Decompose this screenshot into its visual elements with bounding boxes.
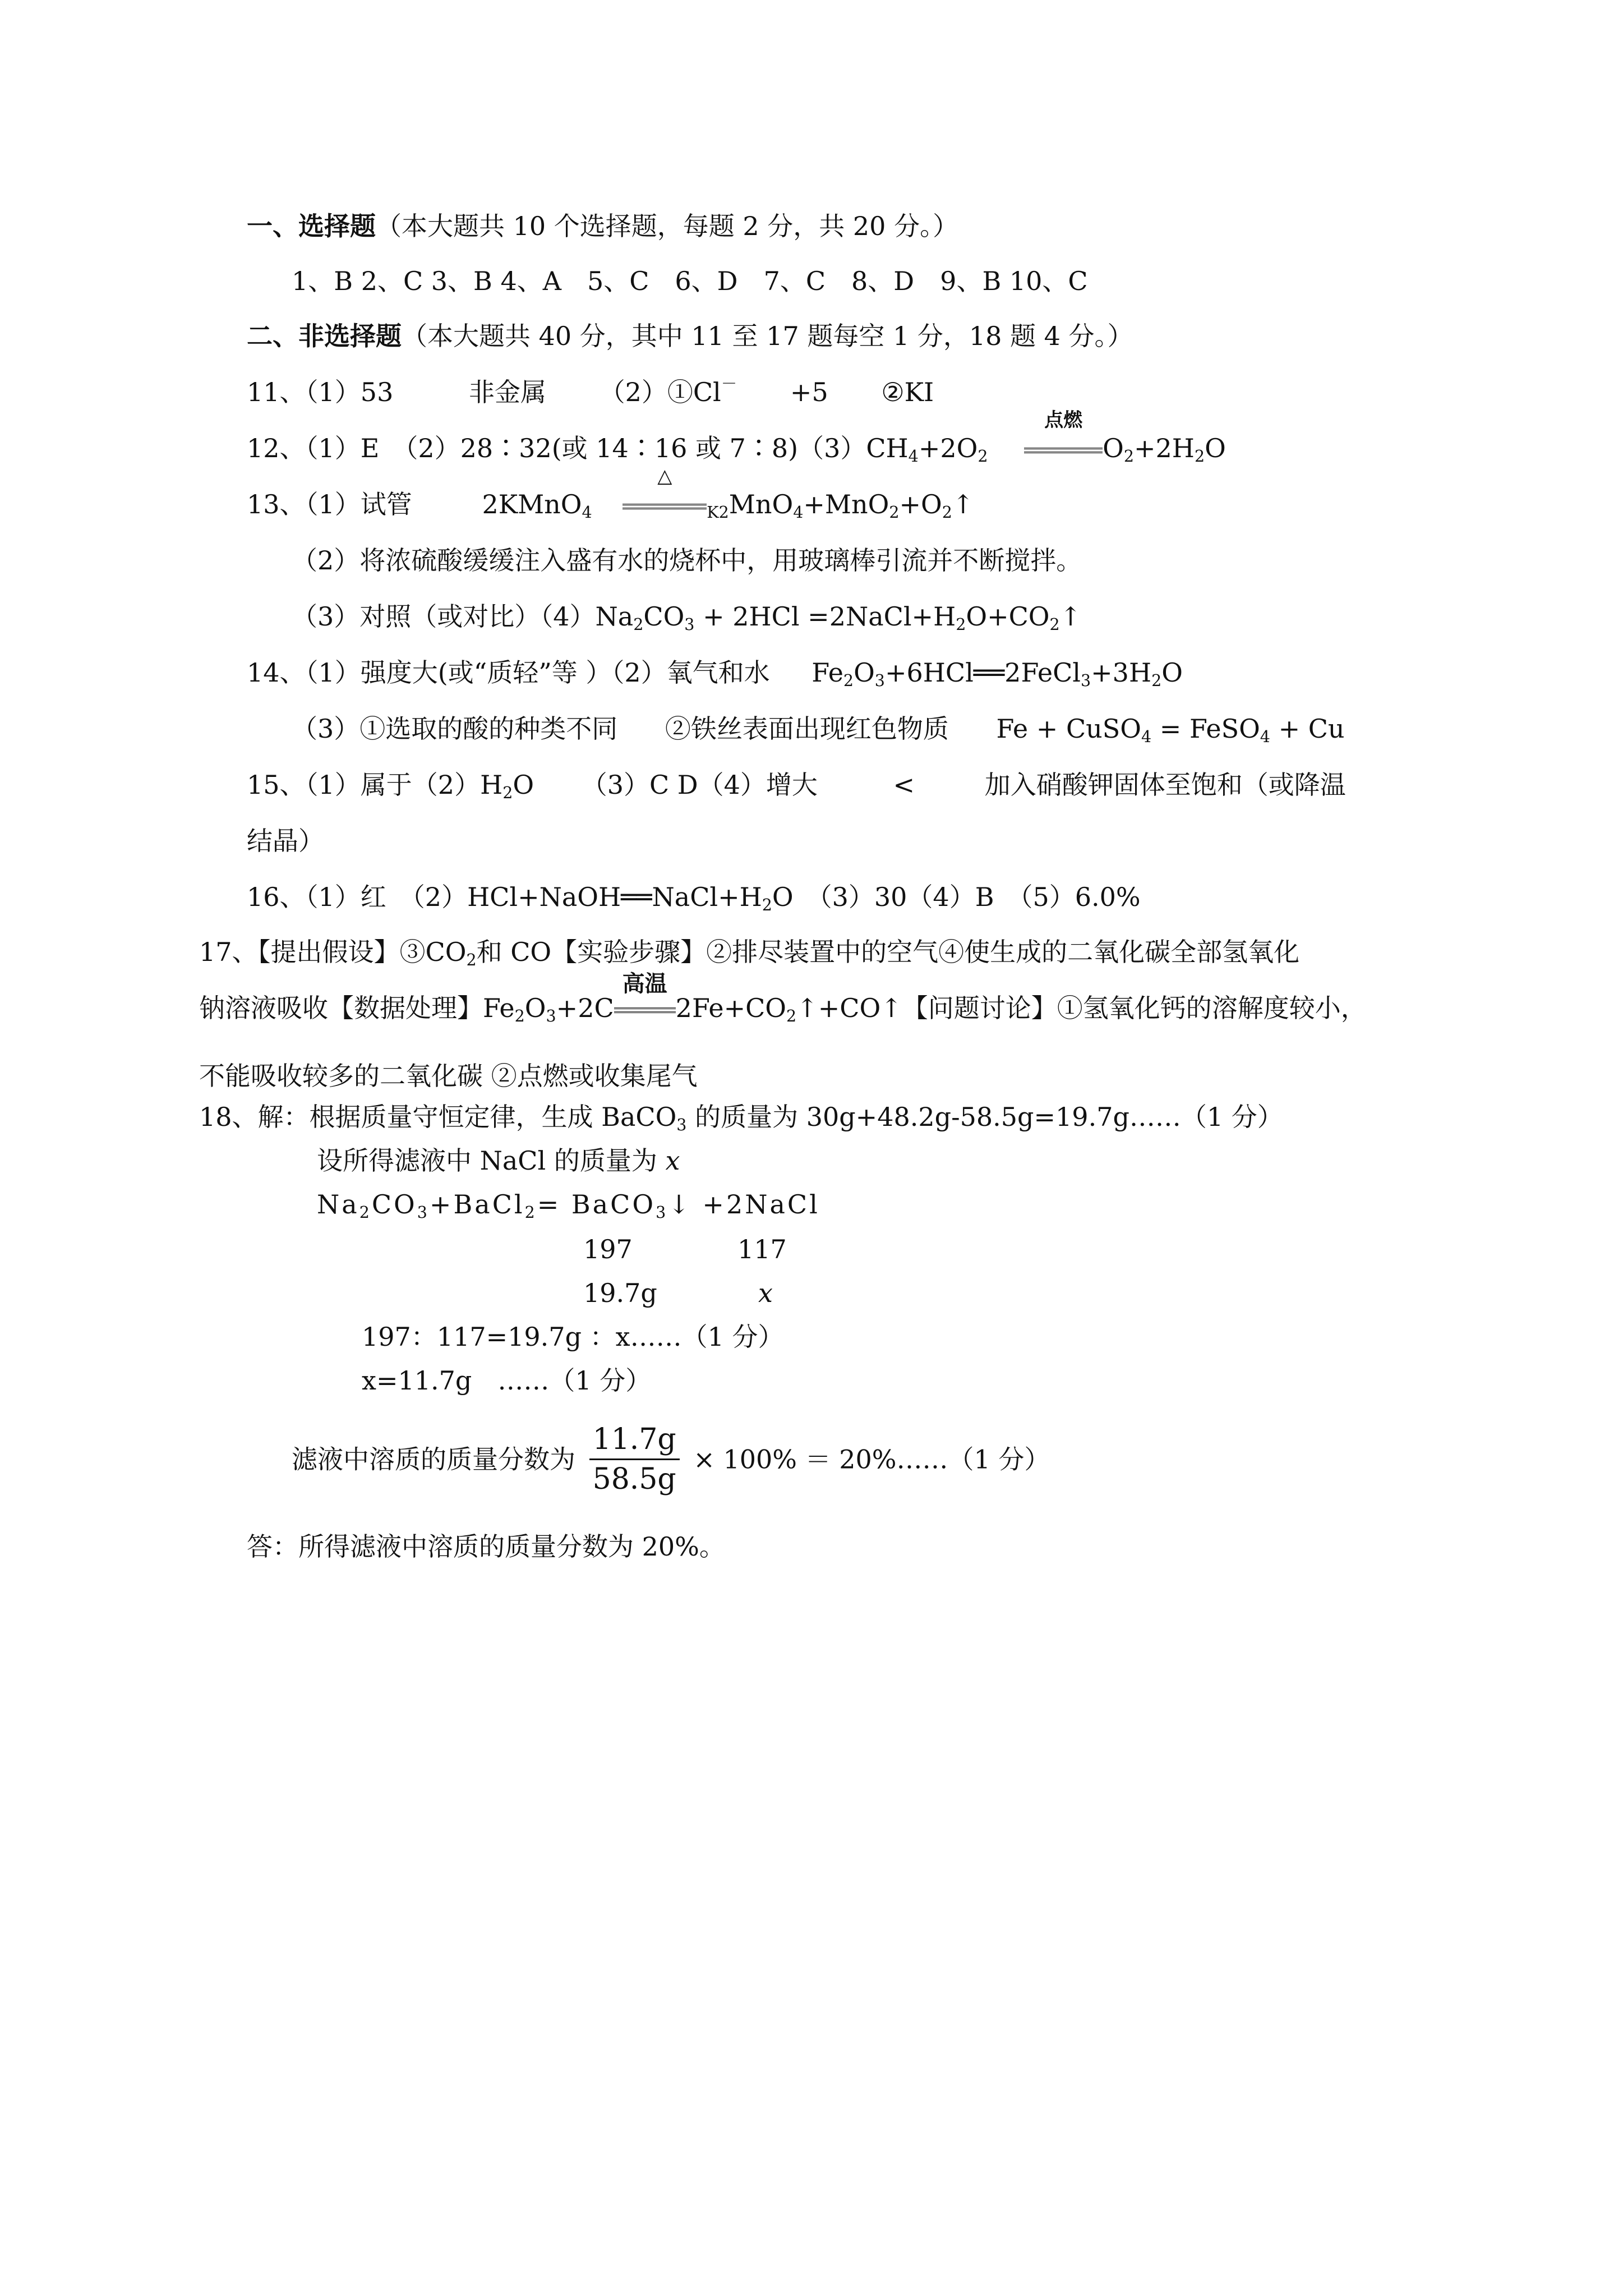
q16-part-b: O （3）30（4）B （5）6.0% [772,882,1141,912]
q12-part-b: +2O [918,433,978,463]
q18-mass-19-7g: 19.7g [583,1278,657,1308]
q14-l2-part-d: = FeSO [1151,714,1260,744]
q13-l3-part-b: CO [643,601,685,632]
q13-l3-part-d: O+CO [966,601,1050,632]
q15-part-a: 15、（1）属于（2）H [247,770,503,800]
q18-eq-part-c: +BaCl [429,1189,525,1220]
q11-line: 11、（1）53 非金属 （2）①Cl－ +5 ②KI [247,374,934,407]
q13-condition-label: △ [657,465,672,487]
q12-condition-label: 点燃 [1044,409,1083,431]
q13-l3-part-a: （3）对照（或对比）（4）Na [292,601,634,632]
q18-answer: 答：所得滤液中溶质的质量分数为 20%。 [247,1531,725,1562]
section1-heading [247,213,958,239]
q11-part-c: （2）①Cl [599,377,721,407]
q11-part-e: ②KI [881,377,934,407]
q15-part-b: O [513,770,534,800]
section1-title: 一、选择题 [247,211,376,241]
q18-l1-part-a: 18、解：根据质量守恒定律，生成 BaCO [199,1102,677,1132]
q18-molar-197: 197 [583,1234,633,1264]
q18-result-x: x=11.7g ……（1 分） [362,1365,652,1396]
q18-line1: 18、解：根据质量守恒定律，生成 BaCO$_3$ 的质量为 30g+48.2g-58.5g=19.7g……（1 分） [199,1102,1283,1134]
q14-part-e: +3H [1091,657,1152,688]
q17-condition-label: 高温 [622,971,667,997]
q13-part-c: K [707,503,719,522]
q16-line: 16、（1）红 $(2)HCl+NaOH══NaCl+H_2O$ （3）30（4）B （5）6.0% [247,882,1141,914]
q18-fraction-result: × 100% ＝ 20%……（1 分） [693,1444,1050,1475]
q17-l2-part-a: 钠溶液吸收【数据处理】Fe [199,993,515,1023]
q17-condition [614,971,676,1021]
q18-molar-117: 117 [737,1234,787,1264]
q12-condition [1024,409,1103,461]
q13-part-d: MnO [728,489,794,519]
q13-l3-part-e: ↑ [1059,601,1082,632]
section1-note: （本大题共 10 个选择题，每题 2 分，共 20 分。） [376,211,959,241]
q15-part-e: 加入硝酸钾固体至饱和（或降温 [984,770,1346,800]
q15-part-d: < [893,770,915,800]
section1-answers: 1、B 2、C 3、B 4、A 5、C 6、D 7、C 8、D 9、B 10、C [292,266,1088,296]
q14-part-f: O [1161,657,1183,688]
q12-part-d: +2H [1134,433,1195,463]
q17-line3: 不能吸收较多的二氧化碳 ②点燃或收集尾气 [199,1061,698,1091]
q18-eq-part-b: CO [371,1189,417,1220]
q18-proportion: 197：117=19.7g ：x……（1 分） [362,1322,784,1352]
q13-line2: （2）将浓硫酸缓缓注入盛有水的烧杯中，用玻璃棒引流并不断搅拌。 [292,545,1082,576]
section2-title: 二、非选择题 [247,321,402,351]
q13-arrow: ↑ [952,489,974,519]
q14-part-c: O [854,657,875,688]
q17-line1: 17、【提出假设】$③CO_2$和 CO【实验步骤】②排尽装置中的空气④使生成的二氧化碳全部氢氧化 [199,937,1300,969]
q12-part-e: O [1205,433,1226,463]
q18-mass-x: x [758,1278,773,1308]
q11-part-a: 11、（1）53 [247,377,394,407]
q17-l2-part-d: 2Fe+CO [675,993,787,1023]
q14-line2: （3）①选取的酸的种类不同 ②铁丝表面出现红色物质 Fe + CuSO$_4$ = FeSO$_4$ + Cu [292,714,1345,746]
q18-eq-part-a: Na [317,1189,359,1220]
q18-eq-part-d: = BaCO [537,1189,656,1220]
q14-l2-part-a: （3）①选取的酸的种类不同 [292,714,618,744]
q17-l1-part-a: 17、【提出假设】③CO [199,937,467,967]
section2-heading [247,323,1133,349]
q13-line3: （3）对照（或对比）$(4)Na_2CO_3 + 2HCl$ $=2NaCl+H_2O+CO_2↑$ [292,601,1082,634]
q14-part-b: Fe [811,657,843,688]
q13-l3-part-c: + 2HCl =2NaCl+H [694,601,956,632]
q14-part-a: 14、（1）强度大(或“质轻”等 ）（2）氧气和水 [247,657,770,688]
q18-l1-part-b: 的质量为 30g+48.2g-58.5g=19.7g……（1 分） [686,1102,1283,1132]
q17-l2-part-c: +2C [556,993,614,1023]
q13-part-f: +O [899,489,942,519]
q17-line2: 钠溶液吸收【数据处理】$Fe_2O_3+2C$ 高温 $2Fe+CO_2↑+CO↑$【问题讨论】①氢氧化钙的溶解度较小， [199,971,1367,1025]
q18-line2 [317,1145,680,1176]
q13-part-e: +MnO [803,489,889,519]
q13-condition [623,465,707,517]
q18-denominator: 58.5g [592,1462,676,1496]
q18-equation: $Na_2CO_3+BaCl_2=$ BaCO$_3$↓ +2NaCl [317,1189,820,1222]
q13-part-a: 13、（1）试管 [247,489,412,519]
q17-l2-part-b: O [524,993,546,1023]
q14-l2-part-c: Fe + CuSO [996,714,1141,744]
q14-line1: 14、（1）强度大(或“质轻”等 ）（2）氧气和水 $Fe_2O_3+6HCl══2FeCl_3+3H_2O$ [247,657,1183,690]
q12-line: 12、（1）E （2）28∶32(或 14∶16 或 $7∶8)(3)CH_4+2O_2$ 点燃 $O_2+2H_2O$ [247,409,1226,466]
q17-l2-part-e: ↑+CO↑【问题讨论】①氢氧化钙的溶解度较小， [796,993,1367,1023]
q18-fraction-label: 滤液中溶质的质量分数为 [292,1444,575,1475]
q13-line1: 13、（1）试管 2KMnO$_4$ △ $_{K2}MnO_4+MnO_2+O_2↑$ [247,465,974,522]
q15-line1: 15、（1）属于$(2)H_2O$ （3）C D（4）增大 < 加入硝酸钾固体至饱和（或降温 [247,770,1346,802]
q15-part-c: （3）C D（4）增大 [581,770,818,800]
q17-l1-part-b: 和 CO【实验步骤】②排尽装置中的空气④使生成的二氧化碳全部氢氧化 [476,937,1300,967]
q12-part-a: 12、（1）E （2）28∶32(或 14∶16 或 7∶8)（3）CH [247,433,909,463]
q14-l2-part-e: + Cu [1270,714,1345,744]
section2-note: （本大题共 40 分，其中 11 至 17 题每空 1 分，18 题 4 分。） [402,321,1133,351]
q14-l2-part-b: ②铁丝表面出现红色物质 [665,714,949,744]
q18-eq-part-e: ↓ +2NaCl [668,1189,820,1220]
q13-part-b: 2KMnO [482,489,582,519]
q18-variable-x: x [665,1145,680,1176]
q18-numerator: 11.7g [589,1425,680,1460]
q11-part-d: +5 [790,377,828,407]
q18-l2-part-a: 设所得滤液中 NaCl 的质量为 [317,1145,666,1176]
q18-fraction [589,1425,680,1494]
q16-part-a: 16、（1）红 （2）HCl+NaOH══NaCl+H [247,882,762,912]
q11-part-b: 非金属 [468,377,546,407]
q18-fraction-line [292,1425,1050,1494]
q12-part-c: O [1103,433,1124,463]
q14-part-d: +6HCl══2FeCl [884,657,1081,688]
q15-line2: 结晶） [247,826,324,856]
